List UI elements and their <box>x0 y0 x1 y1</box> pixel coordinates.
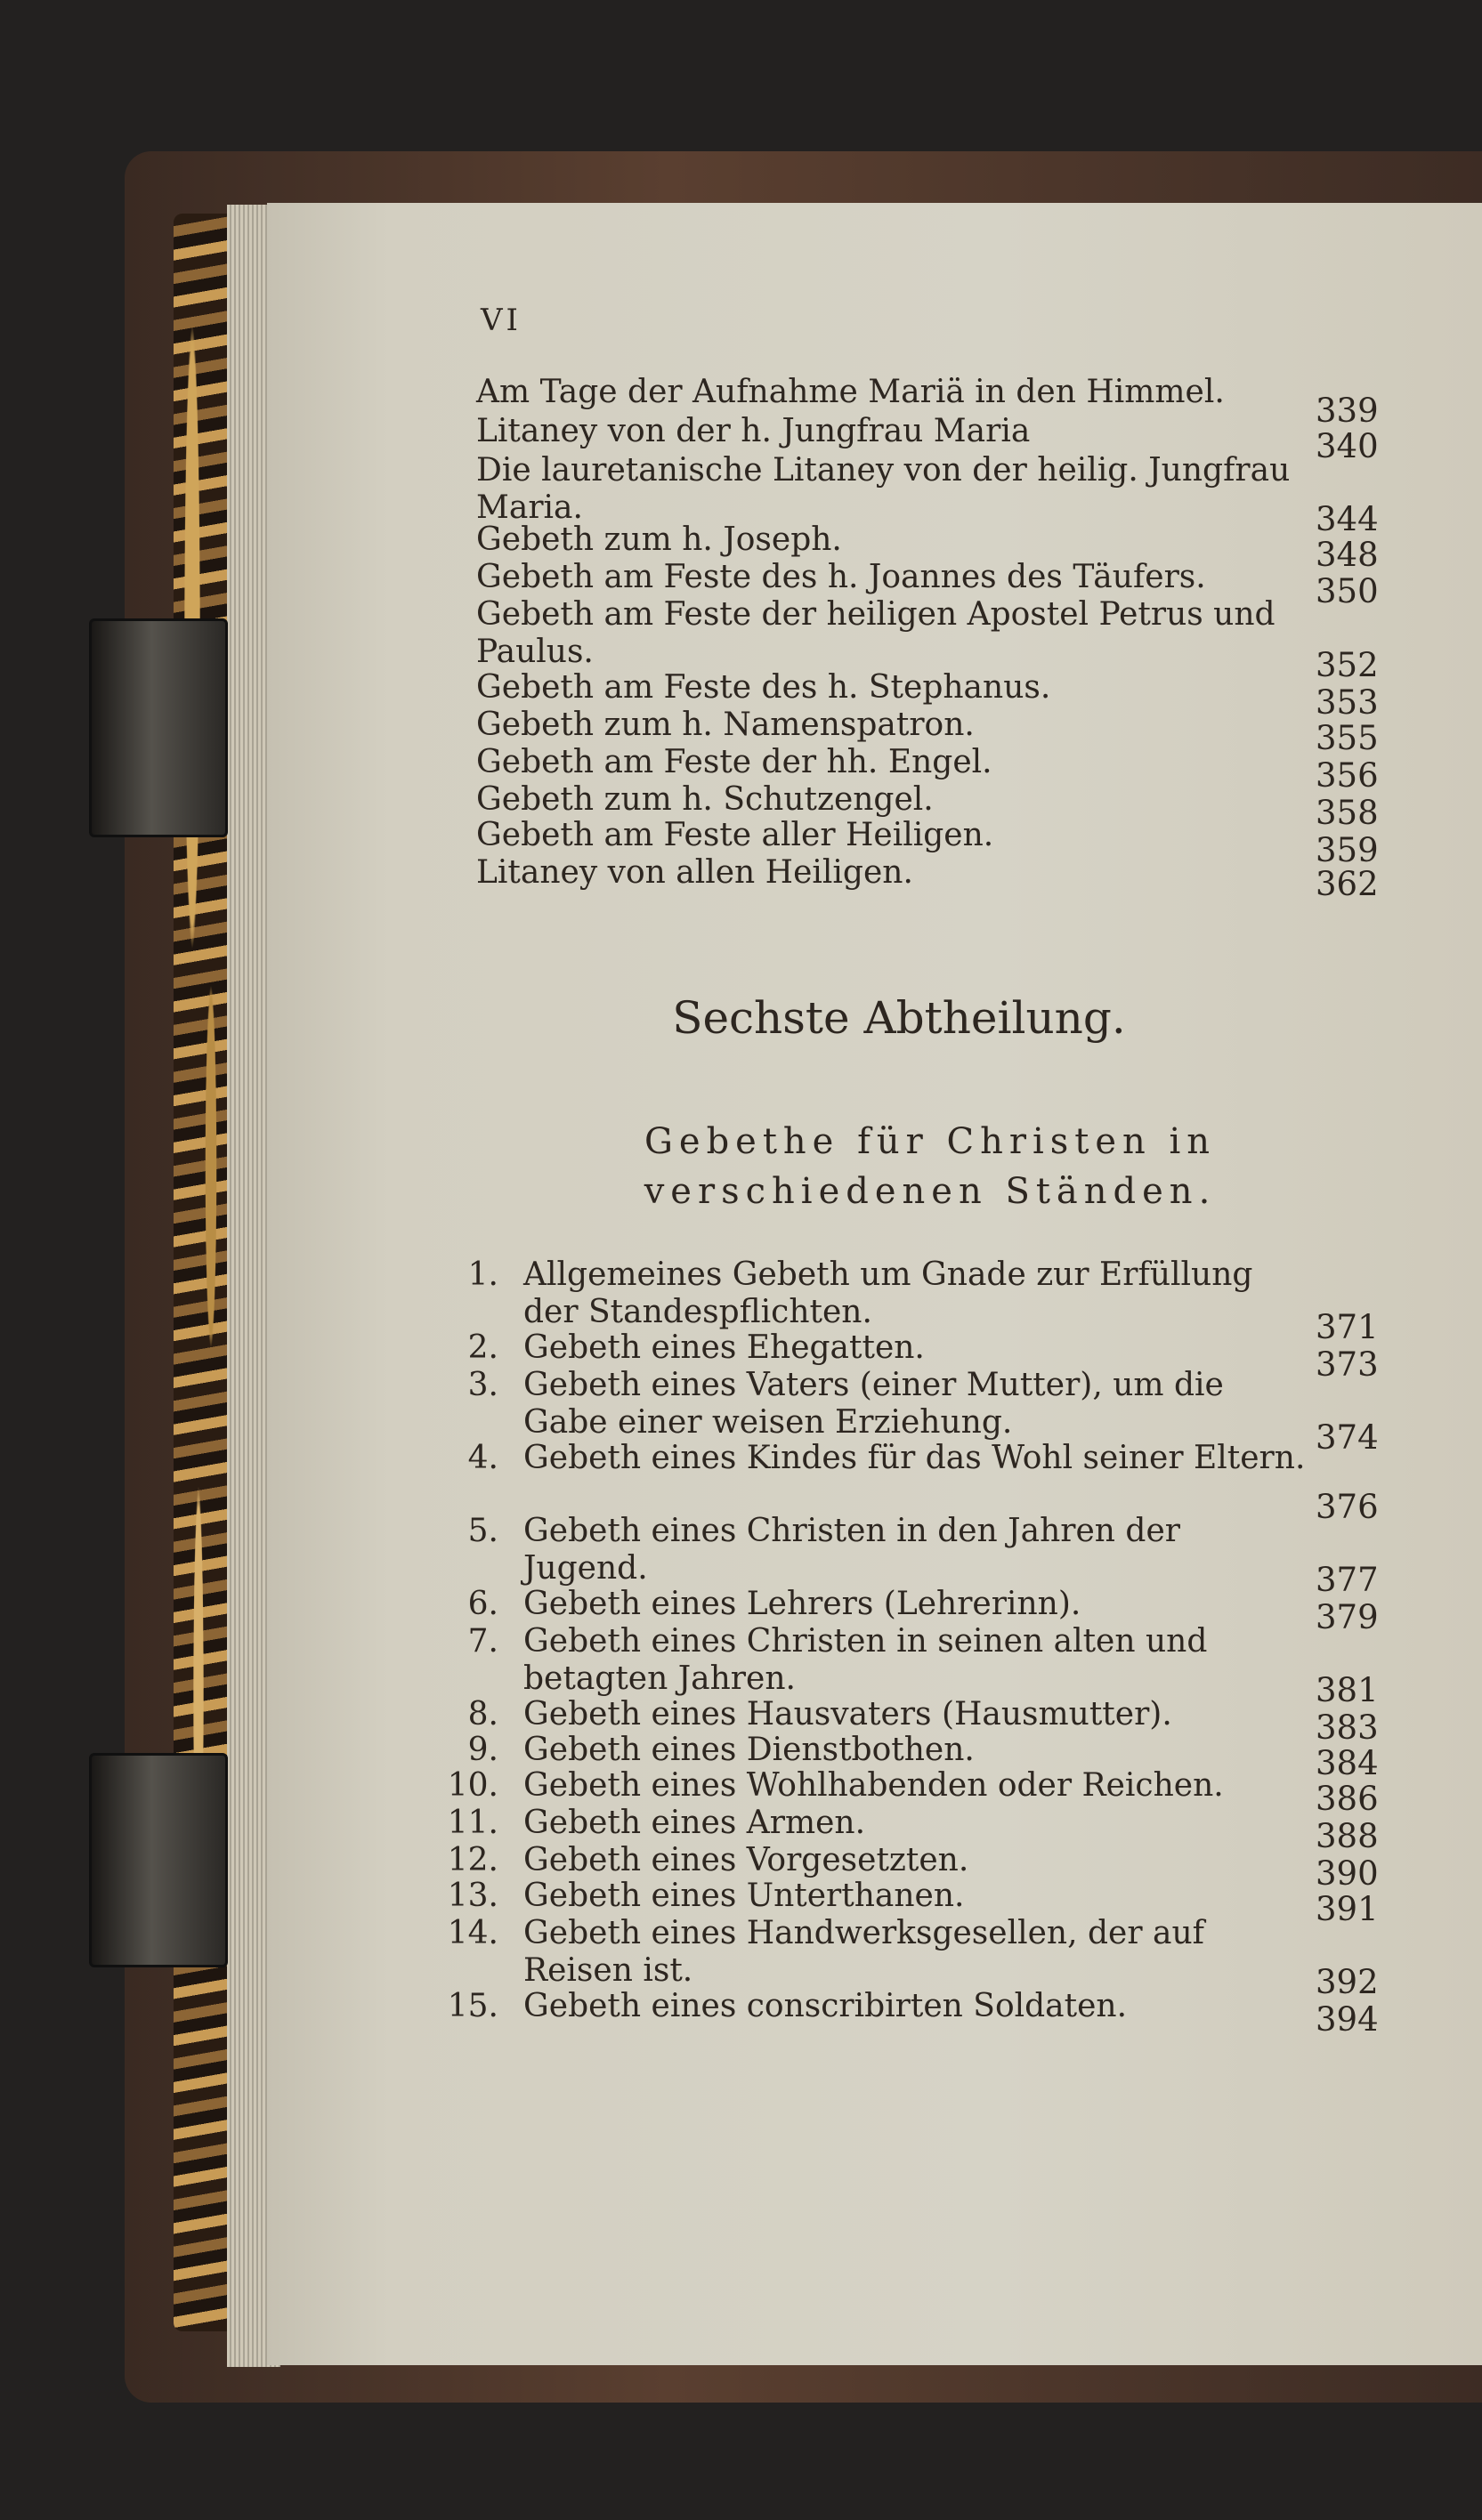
toc-page-number: 339 <box>1316 392 1379 430</box>
toc-entry: Gebeth am Feste des h. Joannes des Täufers. <box>476 559 1206 595</box>
toc-entry: Am Tage der Aufnahme Mariä in den Himmel. <box>476 374 1225 410</box>
toc-entry: Die lauretanische Litaney von der heilig. Jungfrau Maria. <box>476 452 1291 526</box>
toc-entry: Gebeth zum h. Namenspatron. <box>476 707 975 743</box>
toc-page-number: 379 <box>1316 1598 1379 1636</box>
toc-page-number: 355 <box>1316 719 1379 757</box>
toc-item-number: 8. <box>467 1696 498 1732</box>
toc-entry: Litaney von allen Heiligen. <box>476 854 913 891</box>
toc-entry: Gebeth eines Vaters (einer Mutter), um die Gabe einer weisen Erziehung. <box>523 1367 1224 1441</box>
toc-entry: Gebeth eines Christen in den Jahren der Jugend. <box>523 1513 1180 1587</box>
toc-entry: Gebeth zum h. Joseph. <box>476 521 842 558</box>
toc-entry: Gebeth eines Kindes für das Wohl seiner Eltern. <box>523 1440 1306 1476</box>
toc-page-number: 356 <box>1316 756 1379 795</box>
toc-item-number: 5. <box>467 1513 498 1549</box>
metal-clasp-top <box>89 618 228 837</box>
toc-item-number: 3. <box>467 1367 498 1403</box>
toc-page-number: 383 <box>1316 1708 1379 1747</box>
toc-page-number: 391 <box>1316 1890 1379 1928</box>
toc-entry: Gebeth eines Ehegatten. <box>523 1329 925 1366</box>
toc-entry: Gebeth eines Armen. <box>523 1805 866 1841</box>
toc-page-number: 381 <box>1316 1671 1379 1709</box>
toc-page-number: 386 <box>1316 1780 1379 1818</box>
toc-page-number: 362 <box>1316 865 1379 903</box>
toc-page-number: 352 <box>1316 646 1379 684</box>
toc-page-number: 384 <box>1316 1744 1379 1782</box>
toc-entry: Litaney von der h. Jungfrau Maria <box>476 413 1031 449</box>
toc-entry: Gebeth eines conscribirten Soldaten. <box>523 1988 1128 2024</box>
toc-entry: Gebeth eines Wohlhabenden oder Reichen. <box>523 1767 1224 1804</box>
toc-page-number: 358 <box>1316 794 1379 832</box>
toc-item-number: 7. <box>467 1623 498 1660</box>
running-head: VI <box>481 303 522 338</box>
toc-page-number: 340 <box>1316 427 1379 465</box>
toc-item-number: 15. <box>447 1988 498 2024</box>
toc-page-number: 377 <box>1316 1561 1379 1599</box>
toc-item-number: 9. <box>467 1732 498 1768</box>
toc-entry: Gebeth eines Lehrers (Lehrerinn). <box>523 1586 1081 1622</box>
toc-page-number: 344 <box>1316 500 1379 538</box>
toc-item-number: 14. <box>447 1915 498 1951</box>
toc-item-number: 12. <box>447 1842 498 1878</box>
toc-entry: Gebeth am Feste aller Heiligen. <box>476 817 994 853</box>
toc-page-number: 390 <box>1316 1854 1379 1893</box>
toc-entry: Gebeth am Feste des h. Stephanus. <box>476 669 1051 706</box>
toc-page-number: 359 <box>1316 831 1379 869</box>
toc-entry: Gebeth eines Handwerksgesellen, der auf Reisen ist. <box>523 1915 1204 1989</box>
toc-entry: Gebeth eines Hausvaters (Hausmutter). <box>523 1696 1172 1732</box>
toc-page-number: 394 <box>1316 2000 1379 2039</box>
toc-page-number: 376 <box>1316 1488 1379 1526</box>
toc-item-number: 1. <box>467 1256 498 1293</box>
toc-entry: Gebeth eines Unterthanen. <box>523 1878 965 1914</box>
toc-entry: Gebeth eines Dienstbothen. <box>523 1732 975 1768</box>
toc-entry: Gebeth am Feste der heiligen Apostel Petrus und Paulus. <box>476 596 1275 670</box>
toc-page-number: 374 <box>1316 1418 1379 1457</box>
toc-item-number: 10. <box>447 1767 498 1804</box>
toc-item-number: 11. <box>447 1805 498 1841</box>
toc-entry: Allgemeines Gebeth um Gnade zur Erfüllung der Standespflichten. <box>523 1256 1253 1330</box>
metal-clasp-bottom <box>89 1753 228 1967</box>
toc-page-number: 373 <box>1316 1345 1379 1384</box>
toc-page-number: 348 <box>1316 536 1379 574</box>
toc-page-number: 353 <box>1316 683 1379 722</box>
toc-entry: Gebeth eines Christen in seinen alten und betagten Jahren. <box>523 1623 1208 1697</box>
section-title: Sechste Abtheilung. <box>672 992 1126 1044</box>
toc-item-number: 13. <box>447 1878 498 1914</box>
toc-page-number: 388 <box>1316 1817 1379 1855</box>
toc-item-number: 6. <box>467 1586 498 1622</box>
toc-entry: Gebeth am Feste der hh. Engel. <box>476 744 992 780</box>
toc-item-number: 2. <box>467 1329 498 1366</box>
toc-item-number: 4. <box>467 1440 498 1476</box>
toc-page-number: 392 <box>1316 1963 1379 2001</box>
toc-entry: Gebeth zum h. Schutzengel. <box>476 781 934 818</box>
toc-entry: Gebeth eines Vorgesetzten. <box>523 1842 969 1878</box>
section-subtitle: Gebethe für Christen in verschiedenen Ständen. <box>644 1121 1217 1212</box>
toc-page-number: 371 <box>1316 1308 1379 1346</box>
toc-page-number: 350 <box>1316 572 1379 610</box>
